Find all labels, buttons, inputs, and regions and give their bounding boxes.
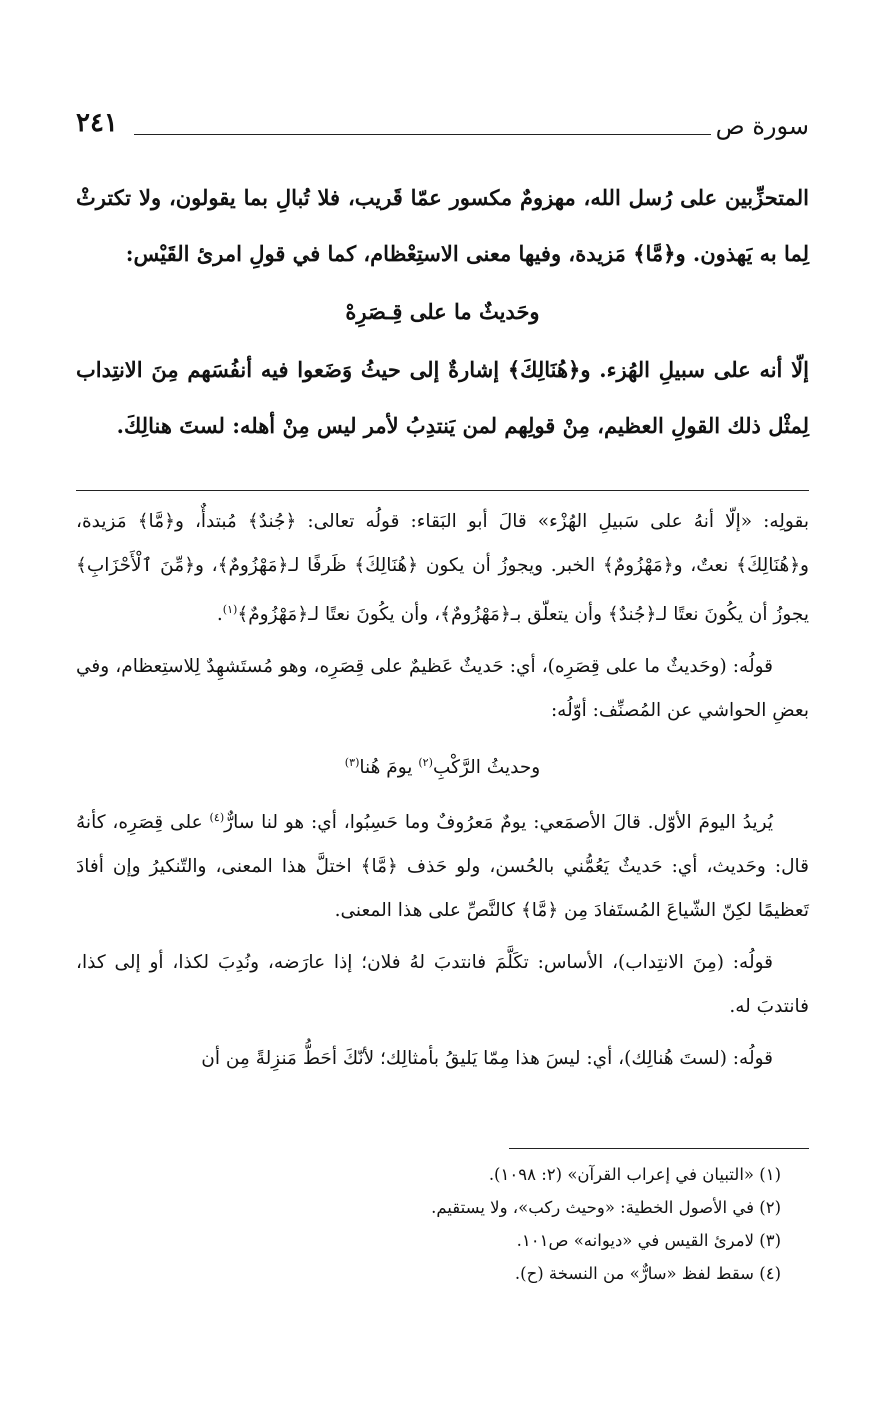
verse-part-1: وحديثُ الرَّكْبِ bbox=[432, 757, 541, 779]
commentary-verse bbox=[76, 741, 809, 790]
footnote-3: (٣) لامرئ القيس في «ديوانه» ص١٠١. bbox=[516, 1231, 781, 1250]
main-text bbox=[76, 170, 809, 454]
commentary-paragraph-2: قولُه: (وحَديثٌ ما على قِصَرِه)، أي: حَديثٌ عَظيمٌ على قِصَرِه، وهو مُستَشهِدٌ لِلاستِعظام، وفي بعضِ الحواشي عن المُصنِّف: أوّلُه: bbox=[76, 656, 809, 722]
main-paragraph-2: إلّا أنه على سبيلِ الهُزء. و﴿هُنَالِكَ﴾ إشارةٌ إلى حيثُ وَضَعوا فيه أنفُسَهم مِنَ الانتِداب لِمثْل ذلك القولِ العظيم، مِنْ قولِهم لمن يَنتدِبُ لأمر ليس مِنْ أهله: لستَ هنالِكَ. bbox=[76, 357, 809, 438]
footnote-1: (١) «التبيان في إعراب القرآن» (٢: ١٠٩٨). bbox=[488, 1165, 781, 1184]
commentary bbox=[76, 500, 809, 1089]
footnote-2: (٢) في الأصول الخطية: «وحيث ركب»، ولا يستقيم. bbox=[431, 1198, 781, 1217]
footnotes bbox=[76, 1158, 809, 1290]
footnote-ref-4: (٤) bbox=[209, 811, 225, 825]
commentary-text-3b: على قِصَرِه، كأنهُ قال: وحَديث، أي: حَديثٌ يَعُمُّني بالحُسن، ولو حَذف ﴿مَّا﴾ اختلَّ هذا المعنى، والتّنكيرُ وإن أفادَ تَعظيمًا لكِنّ الشّياعَ المُستَفادَ مِن ﴿مَّا﴾ كالنَّصِّ على هذا المعنى. bbox=[76, 812, 809, 922]
main-verse: وحَديثٌ ما على قِـصَرِهْ bbox=[345, 299, 540, 324]
footnote-rule bbox=[509, 1148, 809, 1149]
verse-part-2: يومَ هُنا bbox=[359, 757, 413, 779]
surah-title: سورة ص bbox=[715, 112, 809, 140]
commentary-paragraph-5: قولُه: (لستَ هُنالِك)، أي: ليسَ هذا مِمّا يَليقُ بأمثالِك؛ لأنّكَ أحَطُّ مَنزِلةً مِن أن bbox=[201, 1048, 773, 1070]
page-number: ٢٤١ bbox=[76, 108, 118, 138]
footnote-ref-2: (٢) bbox=[418, 756, 433, 770]
commentary-divider bbox=[76, 490, 809, 491]
page-header bbox=[76, 108, 809, 152]
header-rule bbox=[134, 134, 711, 135]
footnote-ref-3: (٣) bbox=[344, 756, 360, 770]
commentary-paragraph-1: بقولِه: «إلّا أنهُ على سَبيلِ الهُزْء» قالَ أبو البَقاء: قولُه تعالى: ﴿جُندٌ﴾ مُبتدأٌ، و﴿مَّا﴾ مَزيدة، و﴿هُنَالِكَ﴾ نعتٌ، و﴿مَهْزُومٌ﴾ الخبر. ويجوزُ أن يكون ﴿هُنَالِكَ﴾ ظَرفًا لـ﴿مَهْزُومٌ﴾، و﴿مِّنَ ٱلْأَحْزَابِ﴾ يجوزُ أن يكُونَ نعتًا لـ﴿جُندٌ﴾ وأن يتعلّق بـ﴿مَهْزُومٌ﴾، وأن يكُونَ نعتًا لـ﴿مَهْزُومٌ﴾$^{(١)}$. bbox=[76, 511, 809, 626]
commentary-paragraph-4: قولُه: (مِنَ الانتِداب)، الأساس: تكَلَّمَ فانتدبَ لهُ فلان؛ إذا عارَضه، ونُدِبَ لكذا، أو إلى كذا، فانتدبَ له. bbox=[76, 952, 809, 1018]
footnote-ref-1: (١) bbox=[222, 603, 238, 616]
main-paragraph-1: المتحزِّبين على رُسل الله، مهزومٌ مكسور عمّا قَريب، فلا تُبالِ بما يقولون، ولا تكترثْ لِما به يَهذون. و﴿مَّا﴾ مَزيدة، وفيها معنى الاستِعْظام، كما في قولِ امرئ القَيْس: bbox=[76, 185, 809, 266]
commentary-paragraph-3 bbox=[76, 796, 809, 933]
commentary-text-1: بقولِه: «إلّا أنهُ على سَبيلِ الهُزْء» قالَ أبو البَقاء: قولُه تعالى: ﴿جُندٌ﴾ مُبتدأٌ، و﴿مَّا﴾ مَزيدة، و﴿هُنَالِكَ﴾ نعتٌ، و﴿مَهْزُومٌ﴾ الخبر. ويجوزُ أن يكون ﴿هُنَالِكَ﴾ ظَرفًا لـ﴿مَهْزُومٌ﴾، و﴿مِّنَ ٱلْأَحْزَابِ﴾ يجوزُ أن يكُونَ نعتًا لـ﴿جُندٌ﴾ وأن يتعلّق بـ﴿مَهْزُومٌ﴾، وأن يكُونَ نعتًا لـ﴿مَهْزُومٌ﴾ bbox=[76, 511, 809, 626]
commentary-text-3a: يُريدُ اليومَ الأوّل. قالَ الأصمَعي: يومٌ مَعرُوفٌ وما حَسِبُوا، أي: هو لنا سارٌّ bbox=[224, 812, 773, 834]
footnote-4: (٤) سقط لفظ «سارٌّ» من النسخة (ح). bbox=[514, 1264, 781, 1283]
